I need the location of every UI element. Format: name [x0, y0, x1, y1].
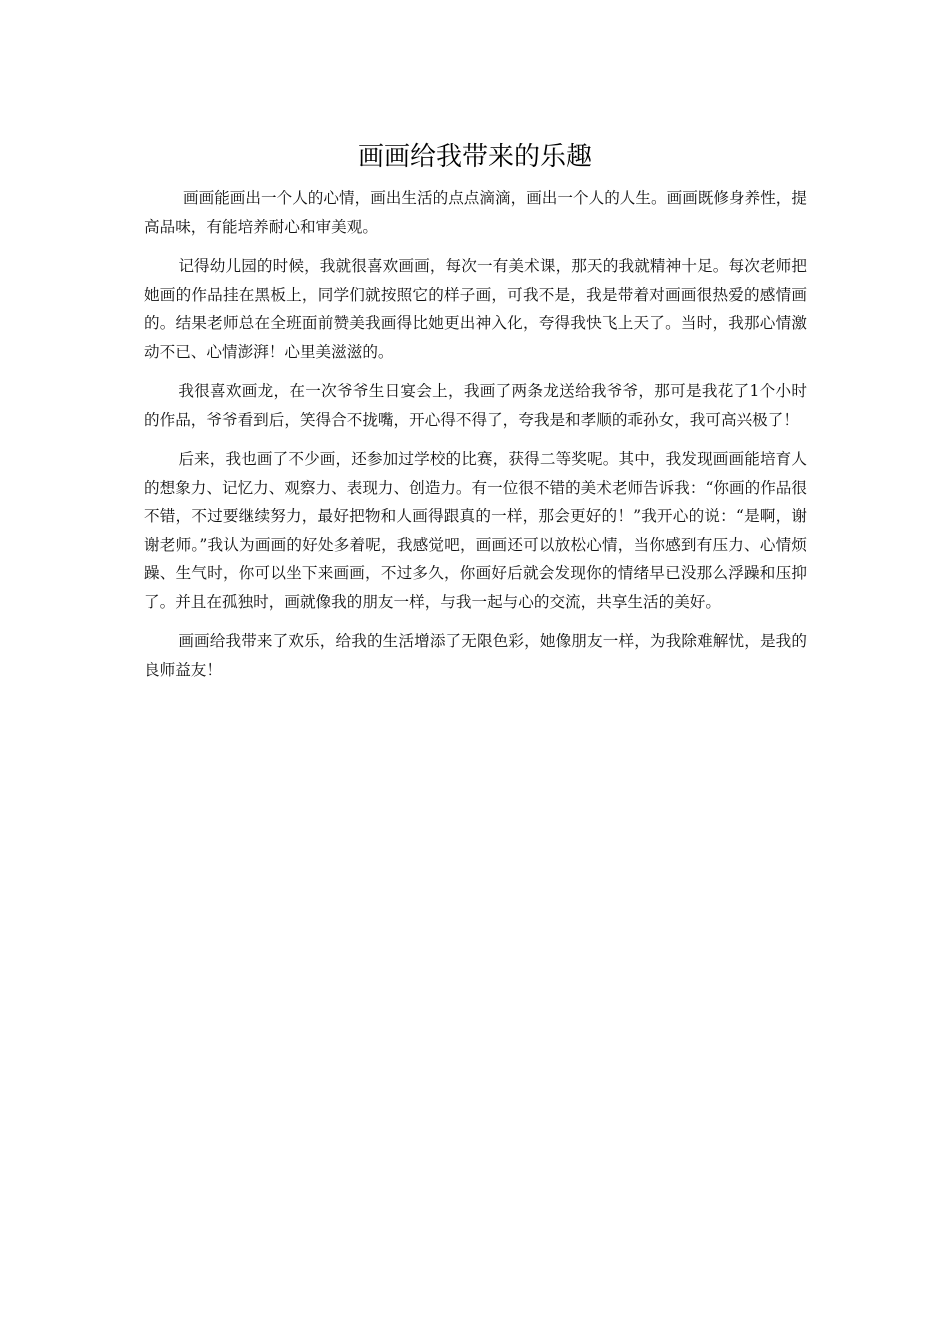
document-title: 画画给我带来的乐趣	[357, 142, 592, 172]
paragraph-2: 记得幼儿园的时候，我就很喜欢画画，每次一有美术课，那天的我就精神十足。每次老师把她画的作品挂在黑板上，同学们就按照它的样子画，可我不是，我是带着对画画很热爱的感情画的。结果老师总在全班面前赞美我画得比她更出神入化，夸得我快飞上天了。当时，我那心情激动不已、心情澎湃！心里美滋滋的。	[144, 257, 807, 361]
paragraph-4: 后来，我也画了不少画，还参加过学校的比赛，获得二等奖呢。其中，我发现画画能培育人的想象力、记忆力、观察力、表现力、创造力。有一位很不错的美术老师告诉我：“你画的作品很不错，不过要继续努力，最好把物和人画得跟真的一样，那会更好的！”我开心的说：“是啊，谢谢老师。”我认为画画的好处多着呢，我感觉吧，画画还可以放松心情，当你感到有压力、心情烦躁、生气时，你可以坐下来画画，不过多久，你画好后就会发现你的情绪早已没那么浮躁和压抑了。并且在孤独时，画就像我的朋友一样，与我一起与心的交流，共享生活的美好。	[144, 450, 807, 611]
paragraph-1: 画画能画出一个人的心情，画出生活的点点滴滴，画出一个人的人生。画画既修身养性，提高品味，有能培养耐心和审美观。	[144, 189, 807, 236]
document-body	[144, 184, 807, 695]
paragraph-5: 画画给我带来了欢乐，给我的生活增添了无限色彩，她像朋友一样，为我除难解忧，是我的良师益友！	[144, 632, 807, 679]
paragraph-3: 我很喜欢画龙，在一次爷爷生日宴会上，我画了两条龙送给我爷爷，那可是我花了1个小时的作品，爷爷看到后，笑得合不拢嘴，开心得不得了，夸我是和孝顺的乖孙女，我可高兴极了！	[144, 382, 807, 429]
